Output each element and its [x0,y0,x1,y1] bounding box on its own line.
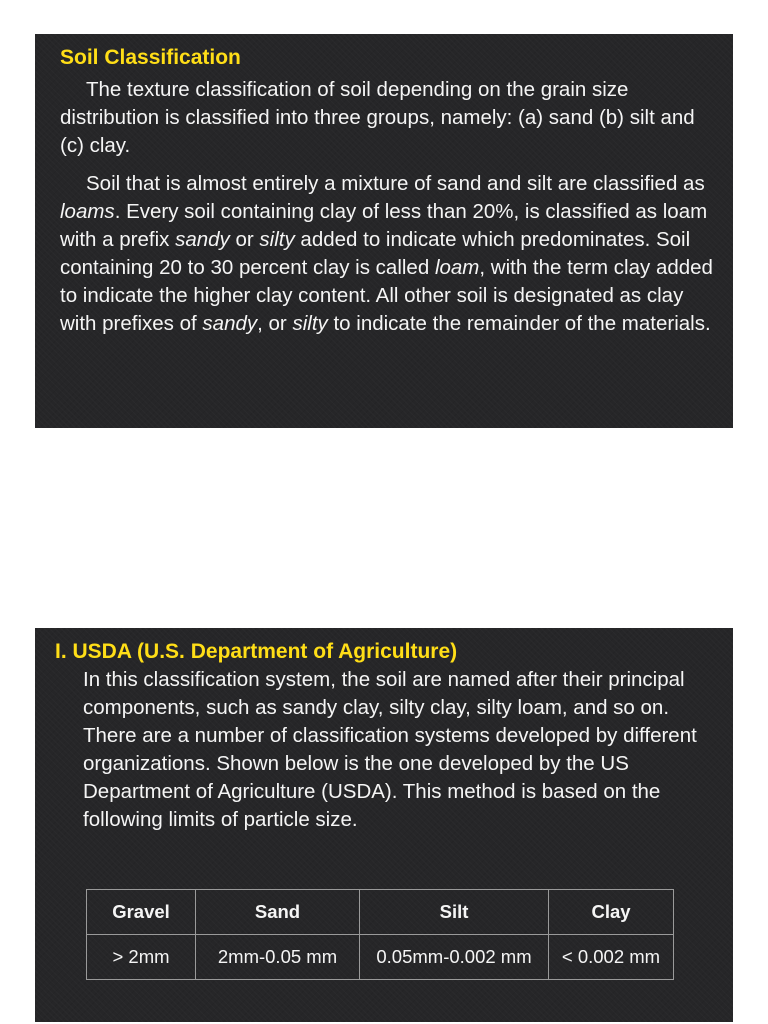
slide-title: Soil Classification [60,46,241,69]
italic-term: silty [259,228,295,251]
table-cell-silt: 0.05mm-0.002 mm [360,935,549,980]
table-header-row [87,890,674,935]
table-cell-gravel: > 2mm [87,935,196,980]
table-cell-clay: < 0.002 mm [549,935,674,980]
table-row [87,935,674,980]
text-run: or [229,228,260,251]
italic-term: silty [292,312,328,335]
text-run: , or [257,312,293,335]
usda-description-paragraph: In this classification system, the soil are named after their principal components, such as sandy clay, silty clay, silty loam, and so on. There are a number of classification systems developed by different organizations. Shown below is the one developed by the US Department of Agriculture (USDA). This method is based on the following limits of particle size. [83,668,697,831]
italic-term: loam [434,256,480,279]
italic-term: sandy [202,312,258,335]
slide-title: I. USDA (U.S. Department of Agriculture) [55,640,458,663]
column-header-sand: Sand [196,890,360,935]
text-run: . Every soil containing clay of less than 20%, is classified as loam with a prefix [60,200,708,251]
text-run: , with the term clay added to indicate the higher clay content. All other soil is designated as clay with prefixes of [60,256,713,335]
table-cell-sand: 2mm-0.05 mm [196,935,360,980]
text-run: Soil that is almost entirely a mixture of sand and silt are classified as [86,172,705,195]
text-run: to indicate the remainder of the materials. [327,312,711,335]
loam-description-paragraph [60,170,719,338]
text-run: added to indicate which predominates. Soil containing 20 to 30 percent clay is called [60,228,691,279]
particle-size-table [86,889,674,980]
italic-term: sandy [175,228,230,251]
column-header-silt: Silt [360,890,549,935]
slide-usda-classification [35,628,733,1022]
column-header-clay: Clay [549,890,674,935]
italic-term: loams [60,200,115,223]
column-header-gravel: Gravel [87,890,196,935]
intro-paragraph: The texture classification of soil depending on the grain size distribution is classified into three groups, namely: (a) sand (b) silt and (c) clay. [60,78,695,157]
slide-soil-classification [35,34,733,428]
